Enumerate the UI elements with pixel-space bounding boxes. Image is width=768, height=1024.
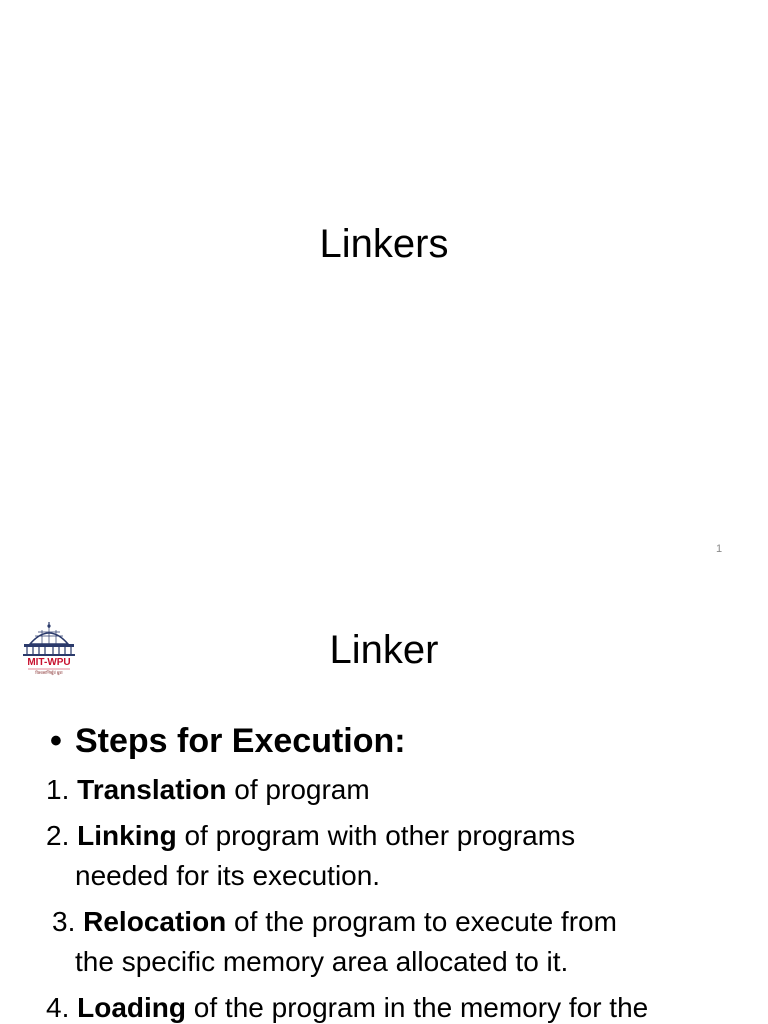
step-keyword: Relocation: [83, 906, 227, 937]
slide-content: [46, 718, 746, 1024]
bullet-heading: [50, 718, 746, 764]
list-item: [46, 816, 746, 896]
svg-text:MIT-WPU: MIT-WPU: [27, 657, 71, 668]
step-keyword: Linking: [77, 820, 177, 851]
slide-title: Linkers: [319, 222, 449, 266]
slide-2: [0, 576, 768, 1024]
step-text: of program: [226, 774, 370, 805]
step-number: 3.: [52, 906, 76, 937]
list-item: [46, 988, 746, 1024]
step-continuation: needed for its execution.: [75, 860, 381, 891]
slide-title: Linker: [329, 628, 439, 672]
list-item: [46, 770, 746, 810]
step-keyword: Translation: [77, 774, 227, 805]
bullet-icon: •: [50, 722, 62, 760]
step-number: 1.: [46, 774, 70, 805]
step-number: 2.: [46, 820, 70, 851]
bullet-text: Steps for Execution:: [75, 722, 406, 760]
slide-number: 1: [715, 543, 723, 555]
step-keyword: Loading: [77, 992, 187, 1023]
list-item: [46, 902, 746, 982]
step-text: of the program to execute from: [226, 906, 617, 937]
step-text: of program with other programs: [176, 820, 576, 851]
step-text: of the program in the memory for the: [186, 992, 649, 1023]
step-number: 4.: [46, 992, 70, 1023]
svg-text:विश्वशान्तिर्ध्रुवं ध्रुवा: विश्वशान्तिर्ध्रुवं ध्रुवा: [35, 670, 63, 675]
step-continuation: the specific memory area allocated to it.: [75, 946, 569, 977]
